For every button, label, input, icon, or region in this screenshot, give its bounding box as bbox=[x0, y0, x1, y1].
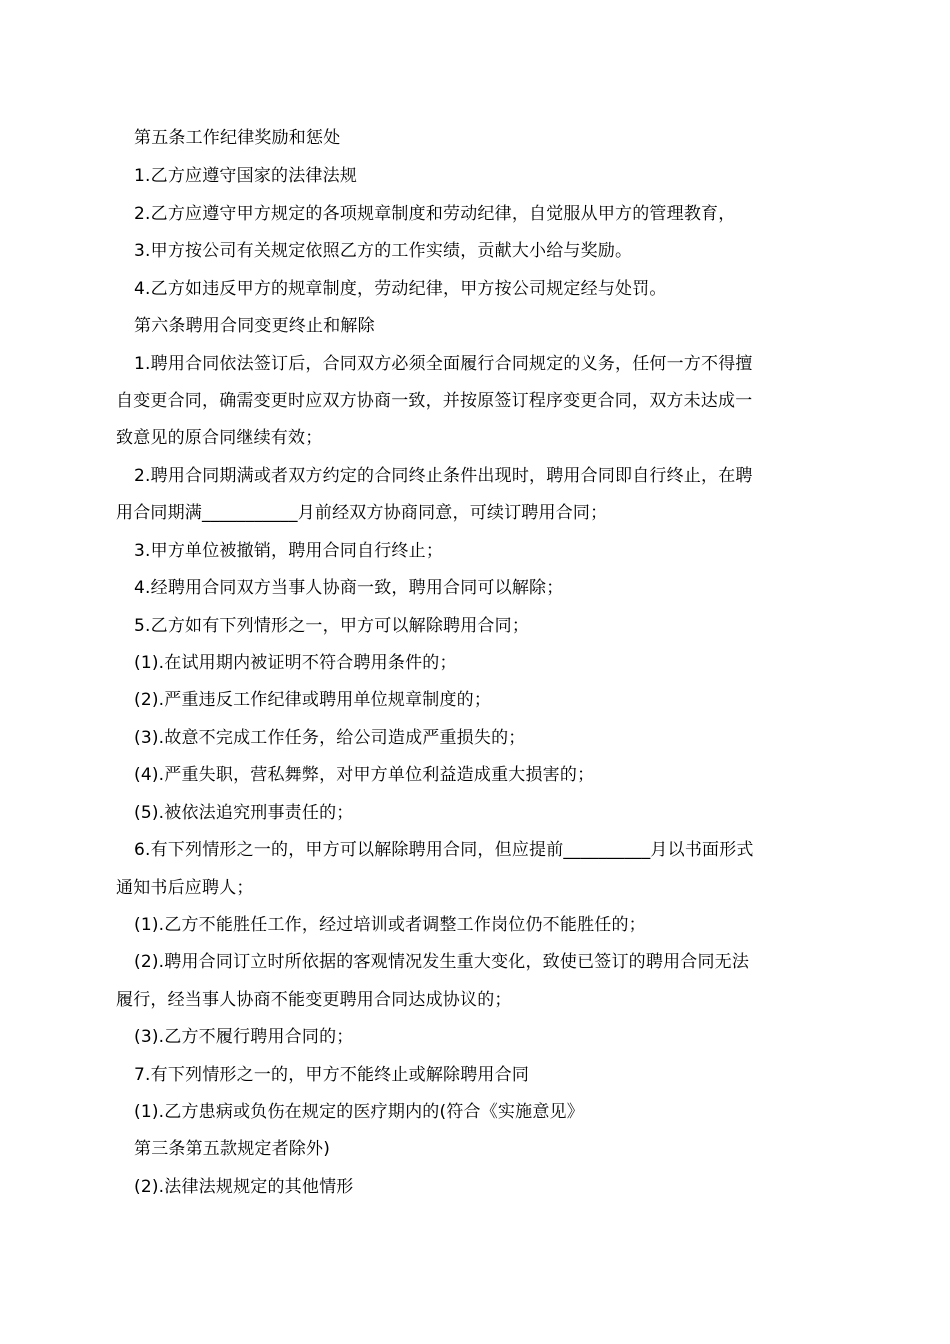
sub-clause-line: (1).乙方患病或负伤在规定的医疗期内的(符合《实施意见》 bbox=[134, 1102, 584, 1122]
section-heading: 第六条聘用合同变更终止和解除 bbox=[134, 316, 375, 336]
sub-clause-line: 第三条第五款规定者除外) bbox=[134, 1139, 331, 1159]
sub-clause-line: (4).严重失职，营私舞弊，对甲方单位利益造成重大损害的； bbox=[134, 765, 595, 785]
sub-clause-line: (3).乙方不履行聘用合同的； bbox=[134, 1027, 354, 1047]
clause-continuation: 履行，经当事人协商不能变更聘用合同达成协议的； bbox=[116, 990, 512, 1010]
clause-continuation: 用合同期满___________月前经双方协商同意，可续订聘用合同； bbox=[116, 503, 608, 523]
sub-clause-line: (3).故意不完成工作任务，给公司造成严重损失的； bbox=[134, 728, 526, 748]
clause-continuation: 通知书后应聘人； bbox=[116, 878, 254, 898]
clause-continuation: 自变更合同，确需变更时应双方协商一致，并按原签订程序变更合同，双方未达成一 bbox=[116, 391, 753, 411]
section-heading: 第五条工作纪律奖励和惩处 bbox=[134, 128, 341, 148]
sub-clause-line: (2).聘用合同订立时所依据的客观情况发生重大变化，致使已签订的聘用合同无法 bbox=[134, 952, 750, 972]
sub-clause-line: (2).法律法规规定的其他情形 bbox=[134, 1177, 354, 1197]
clause-line: 4.乙方如违反甲方的规章制度，劳动纪律，甲方按公司规定经与处罚。 bbox=[134, 279, 667, 299]
clause-line: 3.甲方单位被撤销，聘用合同自行终止； bbox=[134, 541, 444, 561]
clause-line: 3.甲方按公司有关规定依照乙方的工作实绩，贡献大小给与奖励。 bbox=[134, 241, 633, 261]
clause-line: 6.有下列情形之一的，甲方可以解除聘用合同，但应提前__________月以书面形式 bbox=[134, 840, 754, 860]
clause-line: 2.乙方应遵守甲方规定的各项规章制度和劳动纪律，自觉服从甲方的管理教育， bbox=[134, 204, 736, 224]
clause-line: 7.有下列情形之一的，甲方不能终止或解除聘用合同 bbox=[134, 1065, 530, 1085]
clause-line: 1.聘用合同依法签订后，合同双方必须全面履行合同规定的义务，任何一方不得擅 bbox=[134, 354, 753, 374]
sub-clause-line: (1).乙方不能胜任工作，经过培训或者调整工作岗位仍不能胜任的； bbox=[134, 915, 646, 935]
sub-clause-line: (1).在试用期内被证明不符合聘用条件的； bbox=[134, 653, 457, 673]
clause-line: 5.乙方如有下列情形之一，甲方可以解除聘用合同； bbox=[134, 616, 530, 636]
clause-line: 1.乙方应遵守国家的法律法规 bbox=[134, 166, 358, 186]
clause-line: 4.经聘用合同双方当事人协商一致，聘用合同可以解除； bbox=[134, 578, 564, 598]
clause-continuation: 致意见的原合同继续有效； bbox=[116, 428, 323, 448]
clause-line: 2.聘用合同期满或者双方约定的合同终止条件出现时，聘用合同即自行终止，在聘 bbox=[134, 466, 753, 486]
sub-clause-line: (2).严重违反工作纪律或聘用单位规章制度的； bbox=[134, 690, 492, 710]
sub-clause-line: (5).被依法追究刑事责任的； bbox=[134, 803, 354, 823]
